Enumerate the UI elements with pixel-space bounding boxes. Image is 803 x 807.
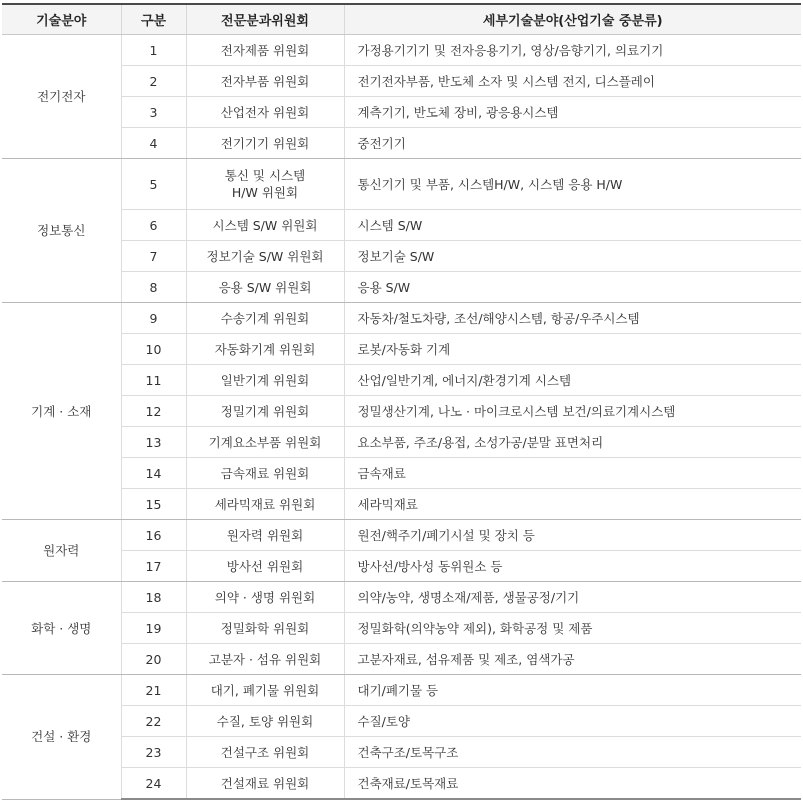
table-row bbox=[2, 768, 801, 800]
table-row bbox=[2, 613, 801, 644]
detail-field-cell: 자동차/철도차량, 조선/해양시스템, 항공/우주시스템 bbox=[344, 303, 801, 334]
detail-field-cell: 대기/폐기물 등 bbox=[344, 675, 801, 706]
table-row bbox=[2, 706, 801, 737]
detail-field-cell: 산업/일반기계, 에너지/환경기계 시스템 bbox=[344, 365, 801, 396]
committee-cell: 전자부품 위원회 bbox=[186, 66, 344, 97]
committee-cell: 건설구조 위원회 bbox=[186, 737, 344, 768]
division-number-cell: 14 bbox=[121, 458, 186, 489]
division-number-cell: 19 bbox=[121, 613, 186, 644]
detail-field-cell: 정보기술 S/W bbox=[344, 241, 801, 272]
detail-field-cell: 응용 S/W bbox=[344, 272, 801, 303]
committee-cell: 시스템 S/W 위원회 bbox=[186, 210, 344, 241]
committee-cell: 산업전자 위원회 bbox=[186, 97, 344, 128]
division-number-cell: 4 bbox=[121, 128, 186, 159]
table-row bbox=[2, 241, 801, 272]
header-division: 구분 bbox=[121, 4, 186, 35]
committee-cell: 의약 · 생명 위원회 bbox=[186, 582, 344, 613]
table-row bbox=[2, 272, 801, 303]
division-number-cell: 2 bbox=[121, 66, 186, 97]
committee-cell: 응용 S/W 위원회 bbox=[186, 272, 344, 303]
committee-cell: 전기기기 위원회 bbox=[186, 128, 344, 159]
detail-field-cell: 시스템 S/W bbox=[344, 210, 801, 241]
detail-field-cell: 의약/농약, 생명소재/제품, 생물공정/기기 bbox=[344, 582, 801, 613]
committee-cell: 수질, 토양 위원회 bbox=[186, 706, 344, 737]
committee-cell: 수송기계 위원회 bbox=[186, 303, 344, 334]
committee-cell: 자동화기계 위원회 bbox=[186, 334, 344, 365]
detail-field-cell: 중전기기 bbox=[344, 128, 801, 159]
table-row bbox=[2, 97, 801, 128]
table-row bbox=[2, 210, 801, 241]
detail-field-cell: 가정용기기기 및 전자응용기기, 영상/음향기기, 의료기기 bbox=[344, 35, 801, 66]
table-row bbox=[2, 489, 801, 520]
table-row bbox=[2, 365, 801, 396]
committee-cell: 정밀화학 위원회 bbox=[186, 613, 344, 644]
division-number-cell: 3 bbox=[121, 97, 186, 128]
table-row bbox=[2, 737, 801, 768]
table-row bbox=[2, 334, 801, 365]
committee-cell: 대기, 폐기물 위원회 bbox=[186, 675, 344, 706]
category-cell: 기계 · 소재 bbox=[2, 303, 121, 520]
table-row bbox=[2, 675, 801, 706]
table-row bbox=[2, 644, 801, 675]
committee-cell: 건설재료 위원회 bbox=[186, 768, 344, 800]
division-number-cell: 10 bbox=[121, 334, 186, 365]
division-number-cell: 18 bbox=[121, 582, 186, 613]
detail-field-cell: 금속재료 bbox=[344, 458, 801, 489]
detail-field-cell: 건축구조/토목구조 bbox=[344, 737, 801, 768]
committee-cell: 고분자 · 섬유 위원회 bbox=[186, 644, 344, 675]
division-number-cell: 16 bbox=[121, 520, 186, 551]
committee-cell: 일반기계 위원회 bbox=[186, 365, 344, 396]
committee-cell: 방사선 위원회 bbox=[186, 551, 344, 582]
table-row bbox=[2, 159, 801, 210]
table-row bbox=[2, 35, 801, 66]
division-number-cell: 11 bbox=[121, 365, 186, 396]
committee-cell: 정보기술 S/W 위원회 bbox=[186, 241, 344, 272]
division-number-cell: 9 bbox=[121, 303, 186, 334]
detail-field-cell: 고분자재료, 섬유제품 및 제조, 염색가공 bbox=[344, 644, 801, 675]
category-cell: 전기전자 bbox=[2, 35, 121, 159]
detail-field-cell: 방사선/방사성 동위원소 등 bbox=[344, 551, 801, 582]
committee-table bbox=[2, 3, 801, 800]
table-body bbox=[2, 35, 801, 800]
category-cell: 건설 · 환경 bbox=[2, 675, 121, 800]
header-tech-field: 기술분야 bbox=[2, 4, 121, 35]
detail-field-cell: 통신기기 및 부품, 시스템H/W, 시스템 응용 H/W bbox=[344, 159, 801, 210]
committee-cell: 세라믹재료 위원회 bbox=[186, 489, 344, 520]
table-row bbox=[2, 551, 801, 582]
division-number-cell: 24 bbox=[121, 768, 186, 800]
division-number-cell: 1 bbox=[121, 35, 186, 66]
table-row bbox=[2, 66, 801, 97]
header-detail-field: 세부기술분야(산업기술 중분류) bbox=[344, 4, 801, 35]
committee-cell: 원자력 위원회 bbox=[186, 520, 344, 551]
table-row bbox=[2, 427, 801, 458]
committee-cell: 전자제품 위원회 bbox=[186, 35, 344, 66]
committee-cell: 금속재료 위원회 bbox=[186, 458, 344, 489]
division-number-cell: 8 bbox=[121, 272, 186, 303]
table-row bbox=[2, 582, 801, 613]
detail-field-cell: 계측기기, 반도체 장비, 광응용시스템 bbox=[344, 97, 801, 128]
header-row bbox=[2, 4, 801, 35]
detail-field-cell: 원전/핵주기/폐기시설 및 장치 등 bbox=[344, 520, 801, 551]
detail-field-cell: 세라믹재료 bbox=[344, 489, 801, 520]
division-number-cell: 5 bbox=[121, 159, 186, 210]
detail-field-cell: 정밀생산기계, 나노 · 마이크로시스템 보건/의료기계시스템 bbox=[344, 396, 801, 427]
division-number-cell: 13 bbox=[121, 427, 186, 458]
detail-field-cell: 건축재료/토목재료 bbox=[344, 768, 801, 800]
header-committee: 전문분과위원회 bbox=[186, 4, 344, 35]
division-number-cell: 15 bbox=[121, 489, 186, 520]
detail-field-cell: 수질/토양 bbox=[344, 706, 801, 737]
committee-cell: 기계요소부품 위원회 bbox=[186, 427, 344, 458]
detail-field-cell: 전기전자부품, 반도체 소자 및 시스템 전지, 디스플레이 bbox=[344, 66, 801, 97]
division-number-cell: 6 bbox=[121, 210, 186, 241]
division-number-cell: 7 bbox=[121, 241, 186, 272]
division-number-cell: 12 bbox=[121, 396, 186, 427]
table-row bbox=[2, 458, 801, 489]
detail-field-cell: 정밀화학(의약농약 제외), 화학공정 및 제품 bbox=[344, 613, 801, 644]
division-number-cell: 17 bbox=[121, 551, 186, 582]
category-cell: 원자력 bbox=[2, 520, 121, 582]
table-row bbox=[2, 303, 801, 334]
table-row bbox=[2, 128, 801, 159]
division-number-cell: 20 bbox=[121, 644, 186, 675]
committee-cell: 정밀기계 위원회 bbox=[186, 396, 344, 427]
detail-field-cell: 로봇/자동화 기계 bbox=[344, 334, 801, 365]
division-number-cell: 23 bbox=[121, 737, 186, 768]
table-row bbox=[2, 520, 801, 551]
detail-field-cell: 요소부품, 주조/용접, 소성가공/분말 표면처리 bbox=[344, 427, 801, 458]
category-cell: 정보통신 bbox=[2, 159, 121, 303]
division-number-cell: 21 bbox=[121, 675, 186, 706]
division-number-cell: 22 bbox=[121, 706, 186, 737]
table-row bbox=[2, 396, 801, 427]
category-cell: 화학 · 생명 bbox=[2, 582, 121, 675]
committee-cell: 통신 및 시스템 H/W 위원회 bbox=[186, 159, 344, 210]
